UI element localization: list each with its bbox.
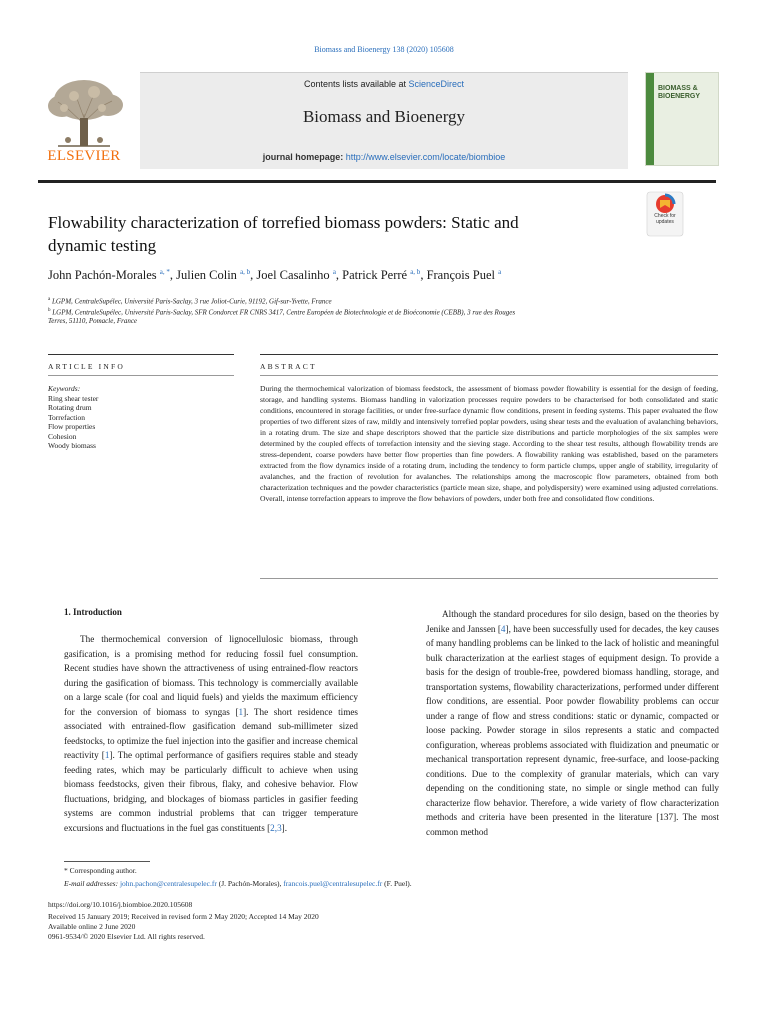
keyword: Woody biomass xyxy=(48,441,96,450)
badge-line-1: Check for xyxy=(654,213,676,219)
author[interactable]: John Pachón-Morales $^{a, *}$, xyxy=(48,268,177,283)
citation-link[interactable]: 1 xyxy=(104,750,110,760)
citation-link[interactable]: 2,3 xyxy=(270,822,282,833)
journal-reference[interactable]: Biomass and Bioenergy 138 (2020) 105608 xyxy=(314,45,454,54)
header-divider xyxy=(38,180,716,183)
abstract-heading: ABSTRACT xyxy=(260,362,317,371)
contents-line xyxy=(140,79,628,89)
author[interactable]: Julien Colin $^{a, b}$, xyxy=(176,268,257,283)
paper-title-line-2: dynamic testing xyxy=(48,236,157,255)
email-addresses: E-mail addresses: john.pachon@centralesupelec.fr (J. Pachón-Morales), francois.puel@centralesupelec.fr (F. Puel). xyxy=(64,879,412,888)
copyright-line: 0961-9534/© 2020 Elsevier Ltd. All rights reserved. xyxy=(48,932,205,941)
journal-homepage-line xyxy=(140,152,628,162)
homepage-label: journal homepage: xyxy=(262,152,346,162)
footnote-divider xyxy=(64,861,150,862)
author[interactable]: Joel Casalinho $^a$, xyxy=(256,268,343,283)
keyword: Flow properties xyxy=(48,422,96,431)
abstract-rule-top xyxy=(260,354,718,355)
badge-line-2: updates xyxy=(656,219,674,225)
affiliation-a: $^a$ LGPM, CentraleSupélec, Université Paris-Saclay, 3 rue Joliot-Curie, 91192, Gif-sur-Yvette, France xyxy=(48,297,332,306)
email-link[interactable]: francois.puel@centralesupelec.fr xyxy=(283,879,383,888)
paper-title xyxy=(48,211,608,257)
cover-title-line-2: BIOENERGY xyxy=(658,93,701,100)
author-list xyxy=(48,268,688,283)
abstract-rule-bottom xyxy=(260,375,718,376)
publisher-logo-text: ELSEVIER xyxy=(47,148,121,164)
body-column-right xyxy=(426,607,719,839)
keyword: Cohesion xyxy=(48,431,77,441)
keyword: Rotating drum xyxy=(48,403,92,412)
email-label: E-mail addresses: xyxy=(64,879,120,888)
contents-prefix: Contents lists available at xyxy=(303,79,409,89)
corresponding-author-note: * Corresponding author. xyxy=(64,866,137,875)
keyword: Torrefaction xyxy=(48,412,85,422)
paper-title-line-1: Flowability characterization of torrefied biomass powders: Static and xyxy=(48,213,519,232)
paragraph: Although the standard procedures for silo design, based on the theories by Jenike and Janssen [4], have been successfully used for decades, the key causes of many handling problems can be linked to the lack of holistic and meaningful bulk characterization at the earliest stages of equipment design. To provide a basis for the design of trouble-free, powdered biomass handling, storage, and transportation systems, flowability characterizations, performed under different flow conditions, are essential. Poor powder flowability problems can occur under a range of flow and stress conditions: static or dynamic, compacted or loose packing. Powder storage in silos represents a static and compacted configuration, whereas problems associated with fluidization and pneumatic or mechanical transportation represent dynamic, free-surface, and loose-packing conditions. Due to the complexity of granular materials, which can vary depending on the conditioning state, no simple or single method can fully characterize flow behavior. Therefore, a wide variety of flow characterization methods and criteria have been presented in the literature [137]. The most common method xyxy=(426,609,719,837)
section-heading-introduction: 1. Introduction xyxy=(64,607,122,617)
keyword: Ring shear tester xyxy=(48,393,99,403)
abstract-rule-end xyxy=(260,578,718,579)
abstract-text: During the thermochemical valorization of biomass feedstock, the assessment of biomass powder flowability is essential for the design of feeding, storage, and handling systems. Biomass handling in valorization processes require powders to be characterised for both consolidated and static conditions, encountered in storage facilities, or under free-surface dynamic flow conditions, present in feeding systems. This paper evaluated the flow properties of two different sizes of raw, mildly and intensively torrefied poplar powders, using shear tests and the evaluation of avalanching behaviors, in a rotating drum. The size and shape descriptors showed that the particle size distributions and particle morphologies of the six samples were determined by the coupled effects of torrefaction intensity and the sieving stage. According to the shear test results, although flowability trends are stress-dependent, coarse powders have better flow properties than fine powders. A flowability ranking was established, based on the parameters extracted from the flow dynamics inside of a rotating drum, including the tendency to form particle clumps, upper angle of stability, irregularity of avalanches, and the fraction of revolution for avalanches. The relationships among the macroscopic flow parameters, obtained from both characterization techniques and the powder characteristics (particle mean size, shape, and polydispersity) were examined using adjusted correlations. Overall, intense torrefaction appears to improve the flow behaviors of powders, under both free and consolidated flow conditions. xyxy=(260,384,718,504)
article-info-rule-bottom xyxy=(48,375,234,376)
homepage-link[interactable]: http://www.elsevier.com/locate/biombioe xyxy=(345,152,506,162)
email-link[interactable]: john.pachon@centralesupelec.fr xyxy=(119,879,217,888)
author[interactable]: Patrick Perré $^{a, b}$, xyxy=(342,268,427,283)
article-info-heading: ARTICLE INFO xyxy=(48,362,125,371)
paragraph: The thermochemical conversion of lignocellulosic biomass, through gasification, is a promising method for reducing fossil fuel consumption. Recent studies have shown the attractiveness of using entrained-flow reactors during the gasification of biomass. This technology is commercially available on a large scale (for coal and liquid fuels) and yields the maximum efficiency for the conversion of biomass to syngas [1]. The short residence times associated with entrained-flow gasification demand sub-millimeter sized feedstocks, to optimize the fuel injection into the gasifier and increase chemical reactivity [1]. The optimal performance of gasifiers requires stable and steady feeding rates, which may be particularly difficult to achieve when using biomass feedstocks, given their fibrous, flaky, and cohesive behavior. Flow fluctuations, bridging, and blockages of biomass particles in gasifier feeding systems are common industrial problems that can trigger temperature excursions and fluctuations in the fuel gas constituents [2,3]. xyxy=(64,634,358,833)
journal-cover-thumbnail[interactable] xyxy=(645,72,719,166)
keywords-block xyxy=(48,384,228,451)
cover-title-line-1: BIOMASS & xyxy=(658,85,698,92)
body-column-left xyxy=(64,632,358,835)
cover-spine xyxy=(646,73,654,165)
author[interactable]: François Puel $^a$ xyxy=(426,268,502,283)
affiliation-b: $^b$ LGPM, CentraleSupélec, Université Paris-Saclay, SFR Condorcet FR CNRS 3417, Centre Européen de Biotechnologie et de Bioéconomie (CEBB), 3 rue des Rouges xyxy=(48,308,516,317)
citation-link[interactable]: 4 xyxy=(500,623,506,634)
citation-link[interactable]: 1 xyxy=(238,706,244,717)
journal-title: Biomass and Bioenergy xyxy=(302,107,466,126)
sciencedirect-link[interactable]: ScienceDirect xyxy=(408,79,465,89)
doi-link[interactable]: https://doi.org/10.1016/j.biombioe.2020.105608 xyxy=(48,900,193,909)
available-online: Available online 2 June 2020 xyxy=(48,922,136,931)
check-for-updates-label xyxy=(644,213,686,225)
received-dates: Received 15 January 2019; Received in revised form 2 May 2020; Accepted 14 May 2020 xyxy=(48,912,319,921)
keywords-label: Keywords: xyxy=(48,384,81,393)
article-info-rule-top xyxy=(48,354,234,355)
cover-title xyxy=(658,85,700,101)
affiliation-b-continued: Terres, 51110, Pomacle, France xyxy=(48,317,138,325)
